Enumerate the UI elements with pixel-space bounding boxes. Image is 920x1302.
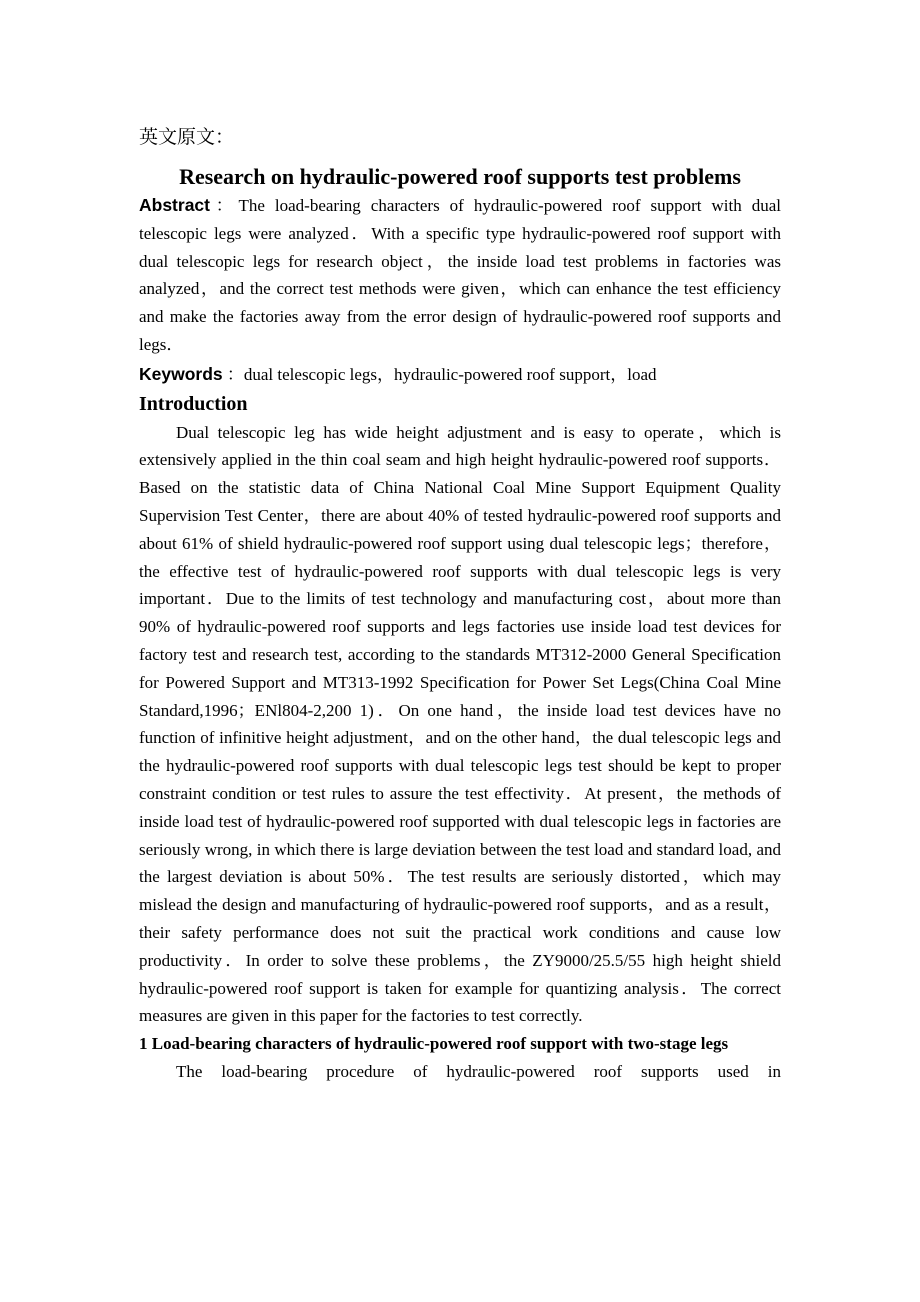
abstract-separator: ： xyxy=(210,196,239,215)
introduction-paragraph: Dual telescopic leg has wide height adjustment and is easy to operate，which is extensively applied in the thin coal seam and high height hydraulic-powered roof supports．Based on the statistic data of China National Coal Mine Support Equipment Quality Supervision Test Center，there are about 40% of tested hydraulic-powered roof supports and about 61% of shield hydraulic-powered roof support using dual telescopic legs；therefore，the effective test of hydraulic-powered roof supports with dual telescopic legs is very important．Due to the limits of test technology and manufacturing cost，about more than 90% of hydraulic-powered roof supports and legs factories use inside load test devices for factory test and research test, according to the standards MT312-2000 General Specification for Powered Support and MT313-1992 Specification for Power Set Legs(China Coal Mine Standard,1996；ENl804-2,200 1)．On one hand，the inside load test devices have no function of infinitive height adjustment，and on the other hand，the dual telescopic legs and the hydraulic-powered roof supports with dual telescopic legs test should be kept to proper constraint condition or test rules to assure the test effectivity．At present，the methods of inside load test of hydraulic-powered roof supported with dual telescopic legs in factories are seriously wrong, in which there is large deviation between the test load and standard load, and the largest deviation is about 50%．The test results are seriously distorted，which may mislead the design and manufacturing of hydraulic-powered roof supports，and as a result，their safety performance does not suit the practical work conditions and cause low productivity．In order to solve these problems，the ZY9000/25.5/55 high height shield hydraulic-powered roof support is taken for example for quantizing analysis．The correct measures are given in this paper for the factories to test correctly. xyxy=(139,422,781,1026)
introduction-heading: Introduction xyxy=(139,392,248,415)
keywords-text: dual telescopic legs，hydraulic-powered roof support，load xyxy=(243,364,657,384)
section1-paragraph: The load-bearing procedure of hydraulic-powered roof supports used in xyxy=(176,1061,781,1081)
keywords-separator: ： xyxy=(222,364,244,384)
keywords-label: Keywords xyxy=(139,363,223,384)
keywords-line xyxy=(139,361,781,389)
abstract-paragraph xyxy=(139,192,781,359)
abstract-label: Abstract xyxy=(139,195,210,215)
document-page xyxy=(139,122,781,1086)
cn-section-label: 英文原文： xyxy=(139,126,235,148)
abstract-text: The load-bearing characters of hydraulic-powered roof support with dual telescopic legs were analyzed．With a specific type hydraulic-powered roof support with dual telescopic legs for research object，the inside load test problems in factories was analyzed，and the correct test methods were given，which can enhance the test efficiency and make the factories away from the error design of hydraulic-powered roof supports and legs． xyxy=(139,196,781,354)
paper-title: Research on hydraulic-powered roof supports test problems xyxy=(179,164,741,189)
section1-heading: 1 Load-bearing characters of hydraulic-powered roof support with two-stage legs xyxy=(139,1034,729,1054)
